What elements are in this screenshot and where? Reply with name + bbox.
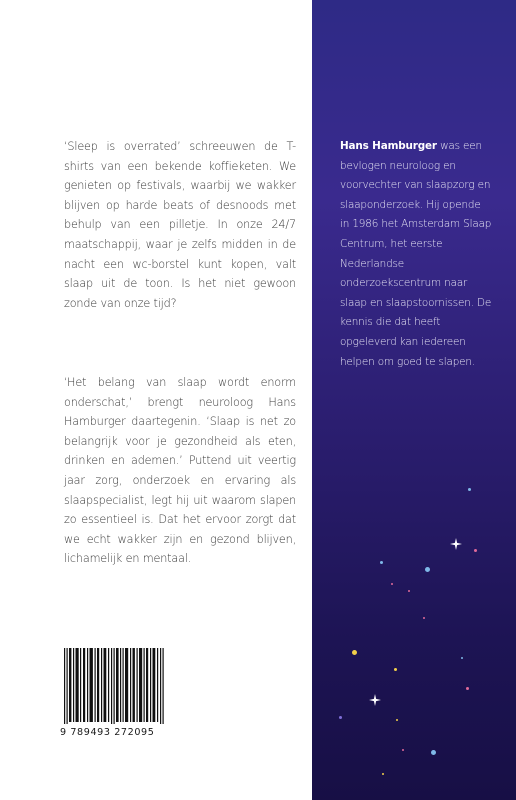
sparkle-icon (450, 538, 462, 550)
star-dot-icon (396, 719, 398, 721)
star-dot-icon (380, 561, 383, 564)
sparkle-icon (369, 694, 381, 706)
star-dot-icon (394, 668, 397, 671)
author-bio (340, 137, 492, 372)
barcode-bars-icon (62, 648, 168, 724)
star-dot-icon (466, 687, 469, 690)
isbn-barcode (62, 648, 168, 738)
star-dot-icon (339, 716, 342, 719)
star-dot-icon (461, 657, 463, 659)
star-dot-icon (425, 567, 430, 572)
star-dot-icon (474, 549, 477, 552)
star-dot-icon (352, 650, 357, 655)
author-bio-text: was een bevlogen neuroloog en voorvechter van slaapzorg en slaaponderzoek. Hij opende in 1986 het Amsterdam Slaap Centrum, het eerste Nederlandse onderzoekscentrum naar slaap en slaapstoornissen. De kennis die dat heeft opgeleverd kan iedereen helpen om goed te slapen. (340, 140, 492, 368)
isbn-digits: 9 789493 272095 (60, 727, 155, 738)
star-dot-icon (431, 750, 436, 755)
star-dot-icon (382, 773, 384, 775)
author-name: Hans Hamburger (340, 140, 437, 152)
star-dot-icon (391, 583, 393, 585)
star-dot-icon (408, 590, 410, 592)
blurb-paragraph-1: ‘Sleep is overrated’ schreeuwen de T-shirts van een bekende koffieketen. We genieten op festivals, waarbij we wakker blijven op harde beats of desnoods met behulp van een pilletje. In onze 24/7 maatschappij, waar je zelfs midden in de nacht een wc-borstel kunt kopen, valt slaap uit de toon. Is het niet gewoon zonde van onze tijd? (64, 140, 296, 310)
star-dot-icon (423, 617, 425, 619)
star-dot-icon (402, 749, 404, 751)
author-panel (312, 0, 516, 800)
blurb-paragraph-2: ‘Het belang van slaap wordt enorm onderschat,’ brengt neuroloog Hans Hamburger daartegenin. ‘Slaap is net zo belangrijk voor je gezondheid als eten, drinken en ademen.’ Puttend uit veertig jaar zorg, onderzoek en ervaring als slaapspecialist, legt hij uit waarom slapen zo essentieel is. Dat het ervoor zorgt dat we echt wakker zijn en gezond blijven, lichamelijk en mentaal. (64, 376, 296, 566)
star-dot-icon (468, 488, 471, 491)
